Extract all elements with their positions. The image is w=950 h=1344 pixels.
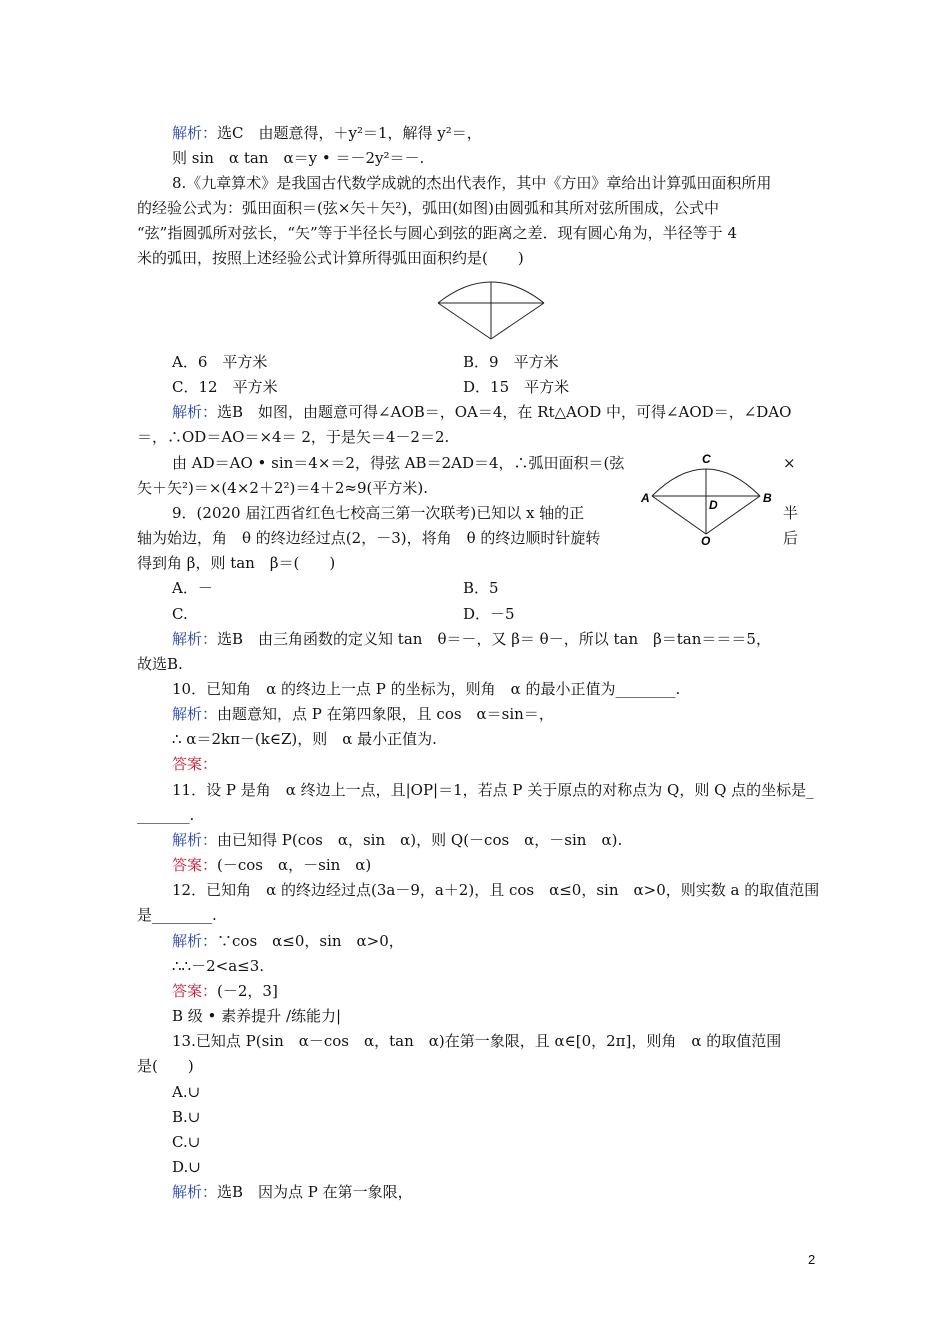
text-line: ∴ α＝2kπ－(k∈Z)，则 α 最小正值为. bbox=[172, 730, 437, 748]
text-fragment: 半 bbox=[783, 504, 799, 522]
question-8-line: 8.《九章算术》是我国古代数学成就的杰出代表作，其中《方田》章给出计算弧田面积所用 bbox=[172, 174, 772, 192]
label-jiexi: 解析： bbox=[172, 124, 218, 142]
text-line: 矢＋矢²)＝×(4×2＋2²)＝4＋2≈9(平方米). bbox=[137, 479, 429, 497]
page-number: 2 bbox=[808, 1252, 816, 1267]
answer-line: 答案：(－cos α，－sin α) bbox=[172, 856, 372, 874]
point-label-o: O bbox=[701, 534, 711, 548]
text-line: ∴∴－2<a≤3. bbox=[172, 957, 265, 975]
section-heading: B 级 • 素养提升 /练能力| bbox=[172, 1007, 342, 1025]
question-11-line: 11．设 P 是角 α 终边上一点，且|OP|＝1，若点 P 关于原点的对称点为 Q，则 Q 点的坐标是_ bbox=[172, 781, 814, 799]
solution-line: 解析：选C 由题意得，＋y²＝1，解得 y²＝， bbox=[172, 124, 482, 142]
text-line: 则 sin α tan α＝y • ＝－2y²＝－. bbox=[172, 149, 425, 167]
question-9-line: 9．(2020 届江西省红色七校高三第一次联考)已知以 x 轴的正 bbox=[172, 504, 585, 522]
text-fragment: 后 bbox=[783, 529, 799, 547]
text-line: “弦”指圆弧所对弦长，“矢”等于半径长与圆心到弦的距离之差．现有圆心角为，半径等于 4 bbox=[137, 224, 737, 242]
solution-line: 解析：选B 因为点 P 在第一象限， bbox=[172, 1183, 413, 1201]
option-c: C．12 平方米 bbox=[172, 378, 278, 396]
solution-line: 解析：选B 如图，由题意可得∠AOB＝，OA＝4，在 Rt△AOD 中，可得∠AOD＝，∠DAO bbox=[172, 403, 792, 421]
text-fragment: × bbox=[783, 454, 796, 472]
option-c: C.∪ bbox=[172, 1133, 201, 1151]
point-label-b: B bbox=[763, 491, 772, 505]
option-d: D．－5 bbox=[463, 605, 515, 623]
option-b: B．9 平方米 bbox=[463, 353, 559, 371]
option-d: D.∪ bbox=[172, 1158, 201, 1176]
arc-field-labeled-figure bbox=[640, 450, 770, 546]
solution-line: 解析：由题意知，点 P 在第四象限，且 cos α＝sin＝， bbox=[172, 705, 554, 723]
option-a: A.∪ bbox=[172, 1083, 201, 1101]
text-line: 由 AD＝AO • sin＝4×＝2，得弦 AB＝2AD＝4，∴弧田面积＝(弦 bbox=[172, 454, 625, 472]
solution-line: 解析：选B 由三角函数的定义知 tan θ＝－，又 β＝ θ－，所以 tan β＝tan＝＝＝5， bbox=[172, 630, 771, 648]
answer-line: 答案：(－2，3] bbox=[172, 982, 278, 1000]
text-line: 故选B. bbox=[137, 655, 183, 673]
solution-line: 解析：∵cos α≤0，sin α>0， bbox=[172, 932, 404, 950]
text-line: _______. bbox=[137, 806, 195, 824]
option-a: A．6 平方米 bbox=[172, 353, 268, 371]
text-line: 轴为始边，角 θ 的终边经过点(2，－3)，将角 θ 的终边顺时针旋转 bbox=[137, 529, 601, 547]
answer-line: 答案： bbox=[172, 755, 218, 773]
option-b: B．5 bbox=[463, 579, 499, 597]
text-line: 米的弧田，按照上述经验公式计算所得弧田面积约是( ) bbox=[137, 249, 524, 267]
point-label-c: C bbox=[702, 452, 711, 466]
question-13-line: 13.已知点 P(sin α－cos α，tan α)在第一象限，且 α∈[0，2π]，则角 α 的取值范围 bbox=[172, 1032, 782, 1050]
option-c: C. bbox=[172, 605, 188, 623]
question-12-line: 12．已知角 α 的终边经过点(3a－9，a＋2)，且 cos α≤0，sin α>0，则实数 a 的取值范围 bbox=[172, 881, 820, 899]
question-10-line: 10．已知角 α 的终边上一点 P 的坐标为，则角 α 的最小正值为________. bbox=[172, 680, 681, 698]
text-line: ＝，∴OD＝AO＝×4＝ 2，于是矢＝4－2＝2. bbox=[137, 428, 450, 446]
option-a: A．－ bbox=[172, 579, 213, 597]
solution-line: 解析：由已知得 P(cos α，sin α)，则 Q(－cos α，－sin α). bbox=[172, 831, 623, 849]
point-label-d: D bbox=[709, 498, 718, 512]
text-line: 是( ) bbox=[137, 1057, 194, 1075]
text-line: 得到角 β，则 tan β＝( ) bbox=[137, 554, 336, 572]
point-label-a: A bbox=[641, 491, 650, 505]
option-b: B.∪ bbox=[172, 1108, 201, 1126]
text-line: 的经验公式为：弧田面积＝(弦×矢＋矢²)，弧田(如图)由圆弧和其所对弦所围成，公式中 bbox=[137, 199, 719, 217]
arc-field-figure bbox=[432, 273, 552, 343]
text-line: 是________. bbox=[137, 906, 217, 924]
option-d: D．15 平方米 bbox=[463, 378, 570, 396]
